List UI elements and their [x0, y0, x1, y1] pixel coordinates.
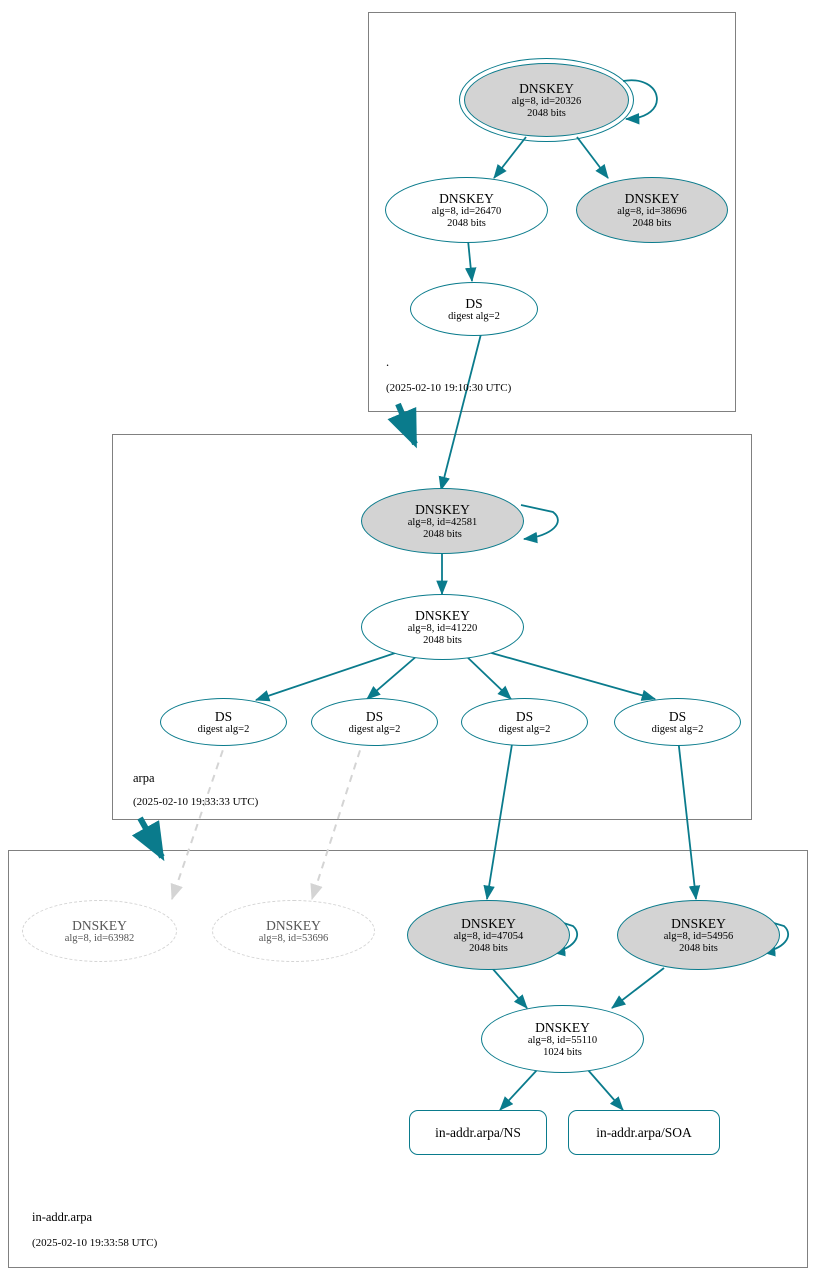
zone-date-arpa: (2025-02-10 19:33:33 UTC)	[133, 796, 259, 808]
node-dnskey-63982[interactable]	[22, 900, 177, 962]
node-dnskey-47054[interactable]	[407, 900, 570, 970]
node-title: DNSKEY	[415, 607, 470, 623]
node-subtitle: alg=8, id=47054	[453, 930, 524, 942]
node-detail: 2048 bits	[527, 107, 566, 119]
node-title: DNSKEY	[535, 1019, 590, 1035]
node-dnskey-42581[interactable]	[361, 488, 524, 554]
node-title: DS	[515, 708, 534, 724]
node-dnskey-38696[interactable]	[576, 177, 728, 243]
node-detail: 2048 bits	[469, 942, 508, 954]
node-title: DS	[214, 708, 233, 724]
node-detail: 2048 bits	[423, 634, 462, 646]
node-title: DNSKEY	[72, 917, 127, 933]
node-subtitle: alg=8, id=54956	[663, 930, 734, 942]
node-subtitle: digest alg=2	[448, 310, 500, 322]
zone-label-arpa: arpa	[133, 771, 155, 785]
node-subtitle: alg=8, id=42581	[407, 516, 478, 528]
node-subtitle: alg=8, id=20326	[511, 95, 582, 107]
node-detail: 2048 bits	[423, 528, 462, 540]
node-title: DNSKEY	[461, 915, 516, 931]
zone-date-root: (2025-02-10 19:10:30 UTC)	[386, 382, 512, 394]
node-dnskey-20326[interactable]	[464, 63, 629, 137]
node-detail: 2048 bits	[447, 217, 486, 229]
node-ds-root[interactable]	[410, 282, 538, 336]
node-subtitle: digest alg=2	[651, 723, 704, 735]
node-ds-arpa-3[interactable]	[461, 698, 588, 746]
node-subtitle: digest alg=2	[197, 723, 250, 735]
node-subtitle: alg=8, id=26470	[431, 205, 502, 217]
node-title: DNSKEY	[671, 915, 726, 931]
node-rrset-soa[interactable]	[568, 1110, 720, 1155]
node-title: in-addr.arpa/NS	[435, 1124, 521, 1140]
node-ds-arpa-1[interactable]	[160, 698, 287, 746]
node-detail: 2048 bits	[632, 217, 672, 229]
node-title: in-addr.arpa/SOA	[596, 1124, 692, 1140]
node-rrset-ns[interactable]	[409, 1110, 547, 1155]
zone-label-in-addr-arpa: in-addr.arpa	[32, 1210, 93, 1224]
zone-label-root: .	[386, 355, 390, 369]
node-dnskey-26470[interactable]	[385, 177, 548, 243]
node-subtitle: alg=8, id=38696	[617, 205, 687, 217]
node-subtitle: alg=8, id=55110	[527, 1034, 598, 1046]
node-dnskey-54956[interactable]	[617, 900, 780, 970]
node-subtitle: alg=8, id=53696	[258, 932, 329, 944]
node-title: DNSKEY	[415, 501, 470, 517]
node-title: DNSKEY	[519, 80, 574, 96]
node-ds-arpa-2[interactable]	[311, 698, 438, 746]
node-title: DNSKEY	[439, 190, 494, 206]
zone-date-in-addr-arpa: (2025-02-10 19:33:58 UTC)	[32, 1237, 158, 1249]
node-title: DS	[365, 708, 384, 724]
node-title: DS	[465, 295, 483, 311]
node-title: DNSKEY	[266, 917, 321, 933]
node-title: DS	[668, 708, 687, 724]
node-subtitle: alg=8, id=41220	[407, 622, 478, 634]
node-subtitle: alg=8, id=63982	[64, 932, 135, 944]
node-title: DNSKEY	[624, 190, 680, 206]
node-detail: 1024 bits	[543, 1046, 582, 1058]
node-dnskey-41220[interactable]	[361, 594, 524, 660]
node-ds-arpa-4[interactable]	[614, 698, 741, 746]
node-detail: 2048 bits	[679, 942, 718, 954]
node-subtitle: digest alg=2	[498, 723, 551, 735]
node-dnskey-53696[interactable]	[212, 900, 375, 962]
node-dnskey-55110[interactable]	[481, 1005, 644, 1073]
node-subtitle: digest alg=2	[348, 723, 401, 735]
